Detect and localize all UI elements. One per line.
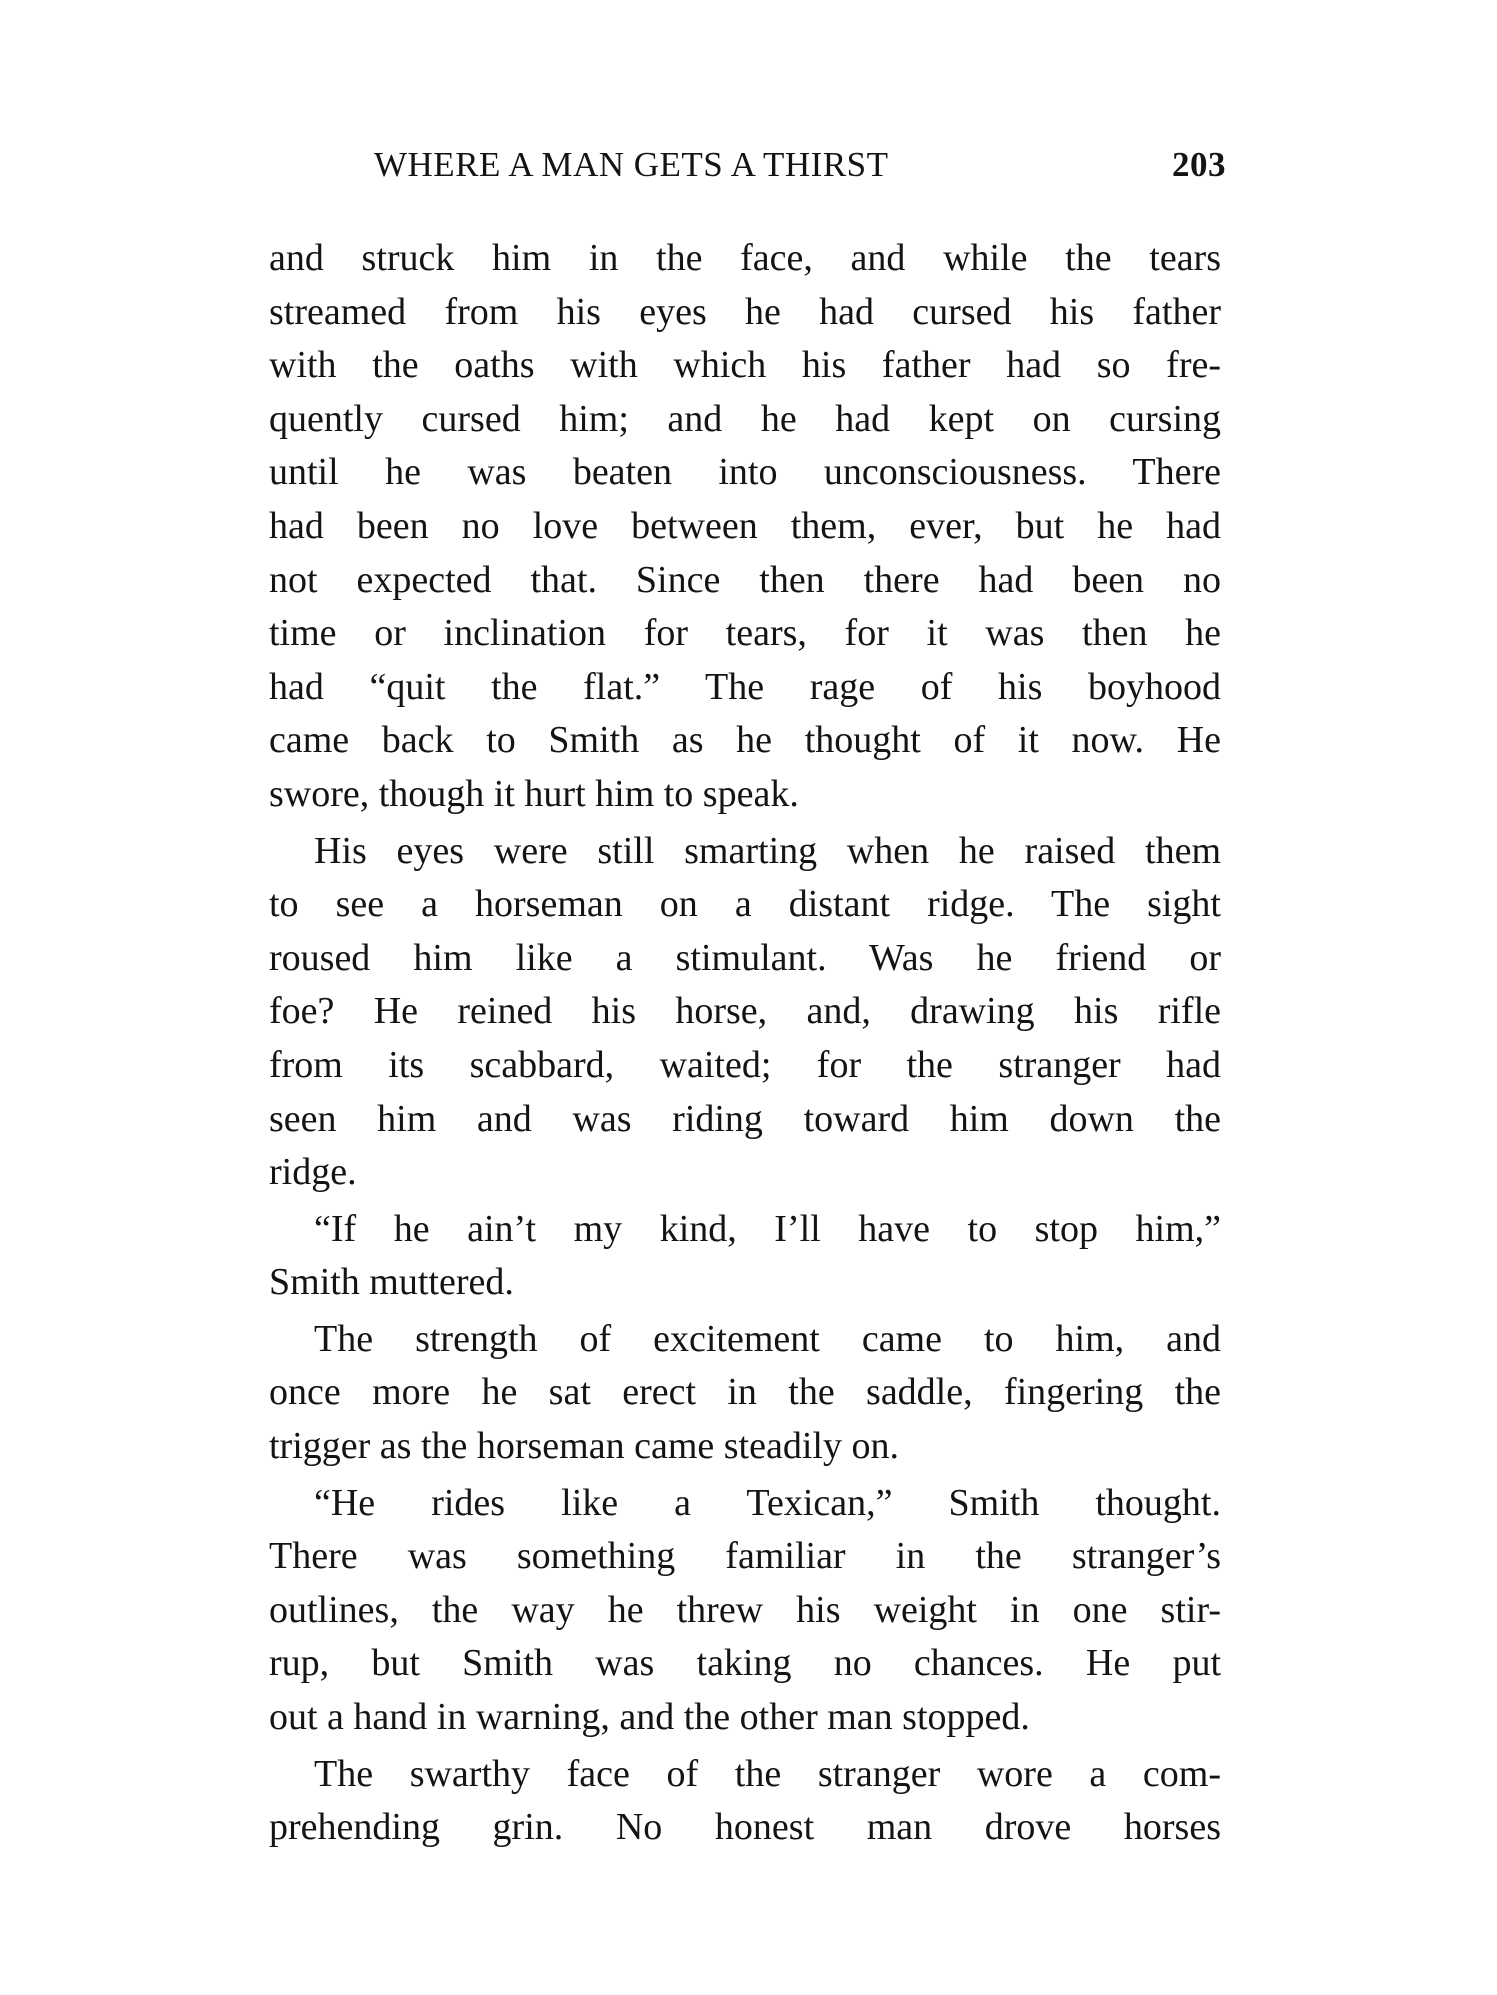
paragraph xyxy=(269,1748,1221,1855)
text-line: until he was beaten into unconsciousness. There xyxy=(269,451,1221,494)
paragraph xyxy=(269,232,1221,822)
text-line: streamed from his eyes he had cursed his father xyxy=(269,290,1221,333)
paragraph xyxy=(269,1203,1221,1310)
paragraph xyxy=(269,825,1221,1200)
text-line: The swarthy face of the stranger wore a com- xyxy=(314,1752,1221,1795)
text-line: not expected that. Since then there had been no xyxy=(269,558,1221,601)
text-line: outlines, the way he threw his weight in one stir- xyxy=(269,1588,1221,1631)
text-line: and struck him in the face, and while the tears xyxy=(269,237,1221,279)
page-number: 203 xyxy=(1172,145,1226,184)
text-line: came back to Smith as he thought of it now. He xyxy=(269,719,1221,762)
text-line: ridge. xyxy=(269,1151,357,1194)
paragraph xyxy=(269,1313,1221,1474)
text-line: The strength of excitement came to him, and xyxy=(314,1317,1221,1360)
text-line: “He rides like a Texican,” Smith thought. xyxy=(314,1481,1221,1524)
running-title: WHERE A MAN GETS A THIRST xyxy=(374,145,889,184)
text-line: to see a horseman on a distant ridge. The sight xyxy=(269,883,1221,926)
text-line: from its scabbard, waited; for the stranger had xyxy=(269,1043,1221,1086)
text-line: trigger as the horseman came steadily on. xyxy=(269,1425,899,1468)
text-line: had “quit the flat.” The rage of his boyhood xyxy=(269,665,1221,708)
text-line: out a hand in warning, and the other man stopped. xyxy=(269,1696,1030,1739)
text-line: time or inclination for tears, for it was then he xyxy=(269,612,1221,655)
text-line: once more he sat erect in the saddle, fingering the xyxy=(269,1371,1221,1414)
text-line: quently cursed him; and he had kept on cursing xyxy=(269,397,1221,440)
text-line: seen him and was riding toward him down the xyxy=(269,1097,1221,1140)
text-line: had been no love between them, ever, but he had xyxy=(269,504,1221,547)
text-line: “If he ain’t my kind, I’ll have to stop him,” xyxy=(314,1207,1221,1250)
text-line: prehending grin. No honest man drove horses xyxy=(269,1806,1221,1849)
paragraph xyxy=(269,1477,1221,1745)
body-text xyxy=(269,232,1221,1855)
text-line: His eyes were still smarting when he raised them xyxy=(314,829,1221,872)
text-line: rup, but Smith was taking no chances. He put xyxy=(269,1642,1221,1685)
text-line: roused him like a stimulant. Was he friend or xyxy=(269,936,1221,979)
text-line: with the oaths with which his father had so fre- xyxy=(269,344,1221,387)
running-header xyxy=(374,140,1226,190)
text-line: foe? He reined his horse, and, drawing his rifle xyxy=(269,990,1221,1033)
text-line: There was something familiar in the stranger’s xyxy=(269,1535,1221,1578)
text-line: swore, though it hurt him to speak. xyxy=(269,772,799,815)
text-line: Smith muttered. xyxy=(269,1261,514,1304)
